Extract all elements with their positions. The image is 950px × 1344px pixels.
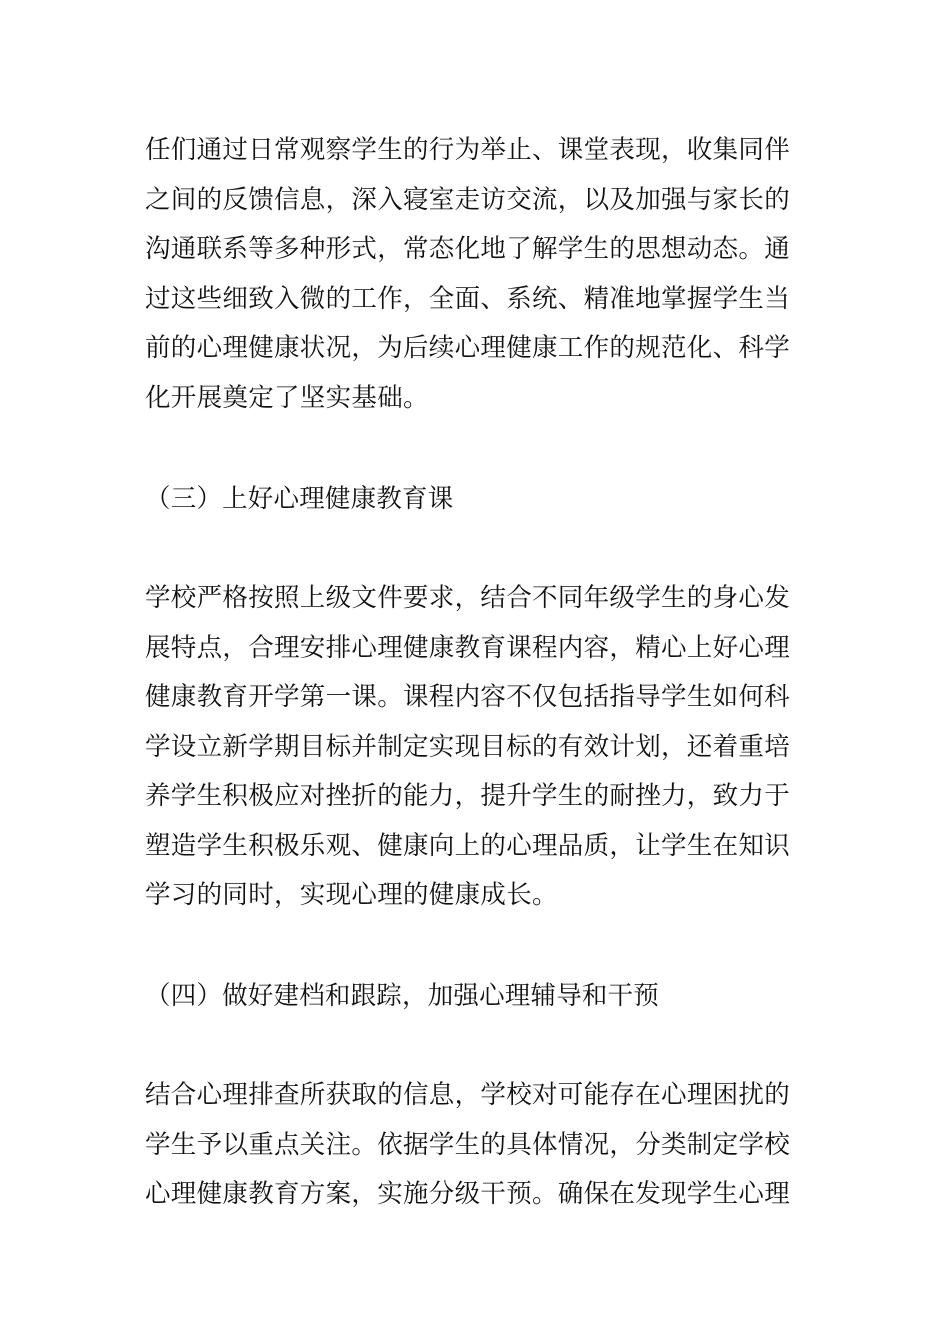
text-line: 养学生积极应对挫折的能力，提升学生的耐挫力，致力于	[145, 781, 791, 811]
text-line: 学校严格按照上级文件要求，结合不同年级学生的身心发	[145, 583, 791, 613]
text-line: 塑造学生积极乐观、健康向上的心理品质，让学生在知识	[145, 830, 791, 861]
text-line: 沟通联系等多种形式，常态化地了解学生的思想动态。通	[145, 234, 791, 264]
heading-text: （四）做好建档和跟踪，加强心理辅导和干预	[145, 981, 660, 1011]
text-line: 学习的同时，实现心理的健康成长。	[145, 880, 558, 910]
text-line: 化开展奠定了坚实基础。	[145, 382, 429, 413]
paragraph-tracking-intervention	[145, 1071, 815, 1220]
text-line: 任们通过日常观察学生的行为举止、课堂表现，收集同伴	[145, 135, 791, 165]
paragraph-student-observation	[145, 126, 815, 423]
section-heading-3	[145, 475, 815, 525]
section-heading-4	[145, 972, 815, 1022]
text-line: 结合心理排查所获取的信息，学校对可能存在心理困扰的	[145, 1080, 791, 1110]
text-line: 展特点，合理安排心理健康教育课程内容，精心上好心理	[145, 632, 791, 663]
text-line: 学生予以重点关注。依据学生的具体情况，分类制定学校	[145, 1129, 791, 1160]
text-line: 心理健康教育方案，实施分级干预。确保在发现学生心理	[145, 1179, 791, 1209]
text-line: 学设立新学期目标并制定实现目标的有效计划，还着重培	[145, 731, 791, 762]
text-line: 健康教育开学第一课。课程内容不仅包括指导学生如何科	[145, 682, 791, 712]
paragraph-psych-course	[145, 574, 815, 921]
text-line: 过这些细致入微的工作，全面、系统、精准地掌握学生当	[145, 283, 791, 314]
text-line: 前的心理健康状况，为后续心理健康工作的规范化、科学	[145, 333, 791, 363]
heading-text: （三）上好心理健康教育课	[145, 484, 454, 514]
text-line: 之间的反馈信息，深入寝室走访交流，以及加强与家长的	[145, 184, 791, 215]
